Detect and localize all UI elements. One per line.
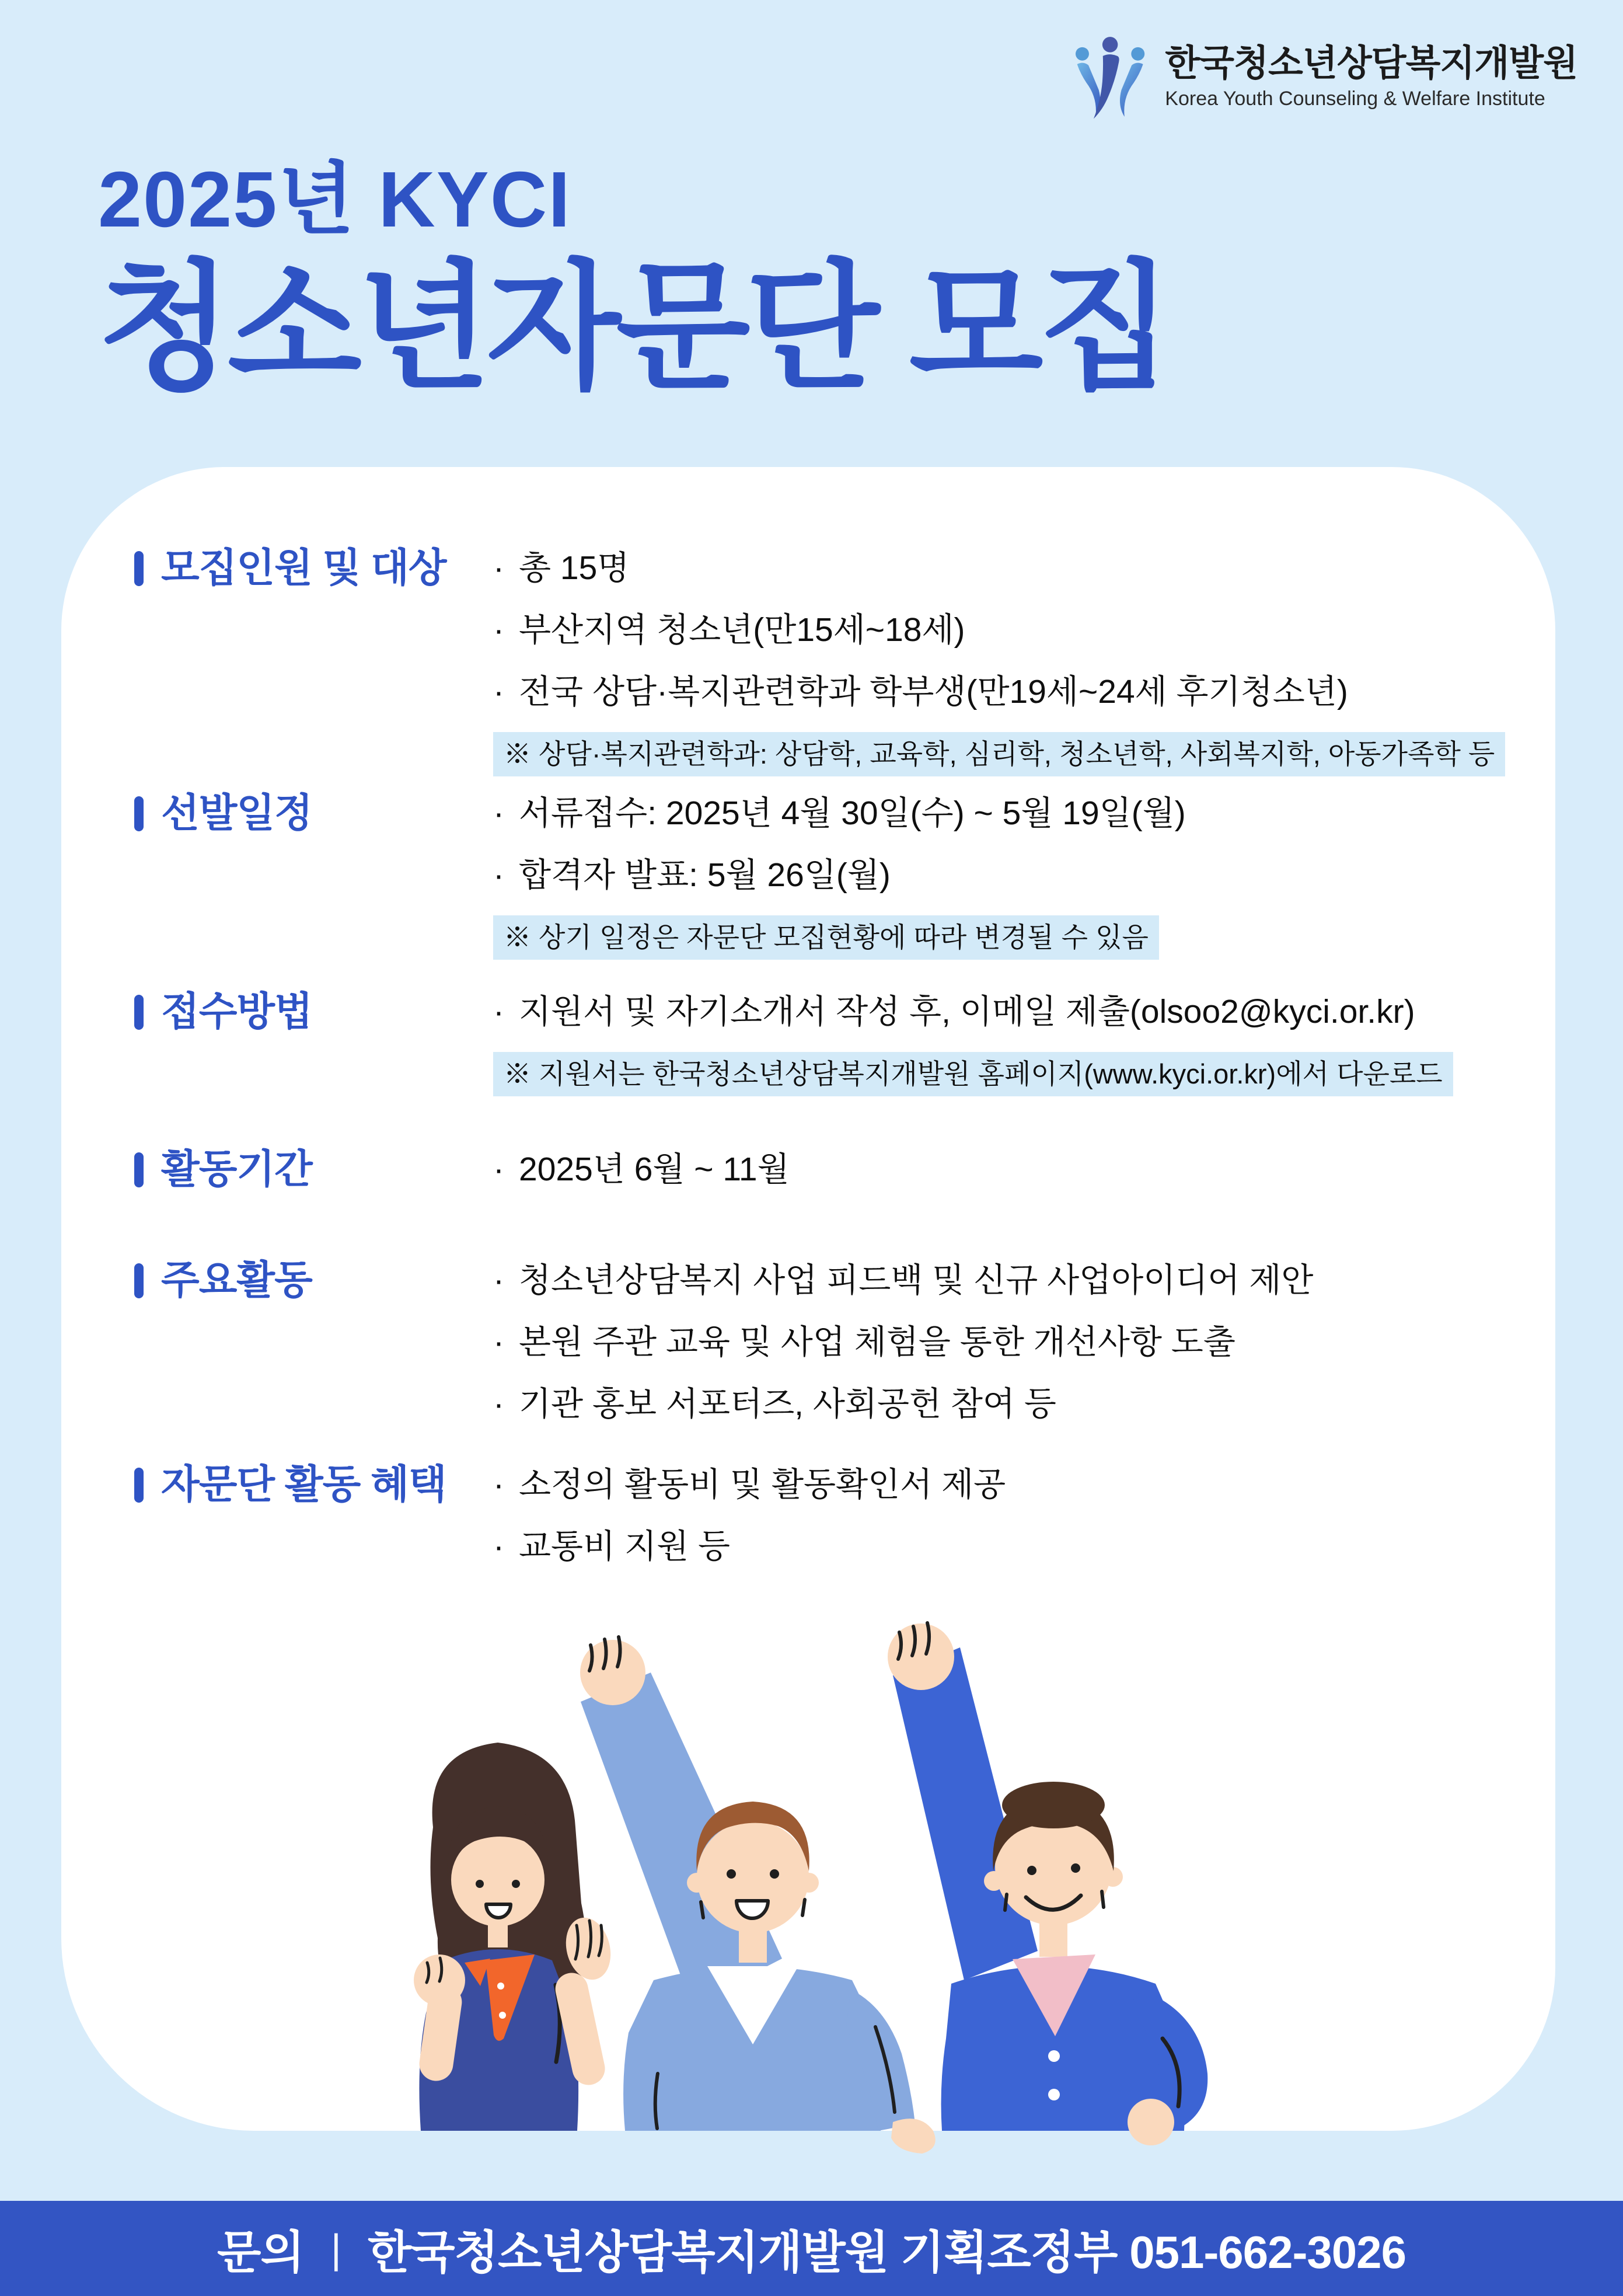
item-line: · 전국 상담·복지관련학과 학부생(만19세~24세 후기청소년) <box>493 673 1348 710</box>
logo-org-name-en: Korea Youth Counseling & Welfare Institute <box>1165 88 1545 110</box>
section-bar-icon <box>134 995 144 1030</box>
item-line: · 서류접수: 2025년 4월 30일(수) ~ 5월 19일(월) <box>493 795 1186 832</box>
footer-separator: | <box>330 2225 341 2271</box>
section-body <box>493 981 1532 1096</box>
section-schedule <box>134 782 1532 960</box>
item-line: · 교통비 지원 등 <box>493 1528 731 1565</box>
footer-contact-text: 한국청소년상담복지개발원 기획조정부 051-662-3026 <box>367 2226 1406 2278</box>
section-main-activities <box>134 1249 1532 1435</box>
section-benefits <box>134 1454 1532 1577</box>
section-heading: 선발일정 <box>134 782 493 960</box>
three-youths-illustration <box>350 1576 1284 2160</box>
section-heading: 자문단 활동 혜택 <box>134 1454 493 1577</box>
poster-title <box>98 153 1168 406</box>
item-line: · 본원 주관 교육 및 사업 체험을 통한 개선사항 도출 <box>493 1323 1235 1361</box>
section-body <box>493 1249 1532 1435</box>
title-year-line: 2025년 KYCI <box>98 155 571 243</box>
item-line: · 소정의 활동비 및 활동확인서 제공 <box>493 1466 1006 1503</box>
section-bar-icon <box>134 796 144 831</box>
note-line: ※ 상기 일정은 자문단 모집현황에 따라 변경될 수 있음 <box>493 915 1159 960</box>
section-body <box>493 537 1532 776</box>
section-body <box>493 782 1532 960</box>
item-line: · 지원서 및 자기소개서 작성 후, 이메일 제출(olsoo2@kyci.or.kr) <box>493 993 1415 1030</box>
item-line: · 부산지역 청소년(만15세~18세) <box>493 611 965 649</box>
section-body <box>493 1454 1532 1577</box>
section-heading: 모집인원 및 대상 <box>134 537 493 776</box>
section-heading: 접수방법 <box>134 981 493 1096</box>
footer-label: 문의 <box>217 2226 304 2278</box>
section-bar-icon <box>134 551 144 586</box>
note-line: ※ 상담·복지관련학과: 상담학, 교육학, 심리학, 청소년학, 사회복지학, 아동가족학 등 <box>493 732 1505 776</box>
section-heading: 활동기간 <box>134 1138 493 1200</box>
item-line: · 합격자 발표: 5월 26일(월) <box>493 856 891 894</box>
section-how-to-apply <box>134 981 1532 1096</box>
logo-org-name-ko: 한국청소년상담복지개발원 <box>1165 43 1577 83</box>
footer-contact-bar <box>0 2201 1623 2296</box>
section-body <box>493 1138 1532 1200</box>
item-line: · 청소년상담복지 사업 피드백 및 신규 사업아이디어 제안 <box>493 1262 1314 1299</box>
title-main-line: 청소년자문단 모집 <box>98 250 1168 405</box>
item-line: · 2025년 6월 ~ 11월 <box>493 1151 790 1188</box>
kyci-logo <box>1067 30 1577 124</box>
section-heading: 주요활동 <box>134 1249 493 1435</box>
section-recruit-target <box>134 537 1532 776</box>
section-bar-icon <box>134 1263 144 1298</box>
section-activity-period <box>134 1138 1532 1200</box>
note-line: ※ 지원서는 한국청소년상담복지개발원 홈페이지(www.kyci.or.kr)에서 다운로드 <box>493 1052 1453 1096</box>
item-line: · 총 15명 <box>493 549 630 587</box>
section-bar-icon <box>134 1468 144 1503</box>
item-line: · 기관 홍보 서포터즈, 사회공헌 참여 등 <box>493 1385 1056 1423</box>
section-bar-icon <box>134 1152 144 1187</box>
kyci-logo-icon <box>1067 30 1154 124</box>
